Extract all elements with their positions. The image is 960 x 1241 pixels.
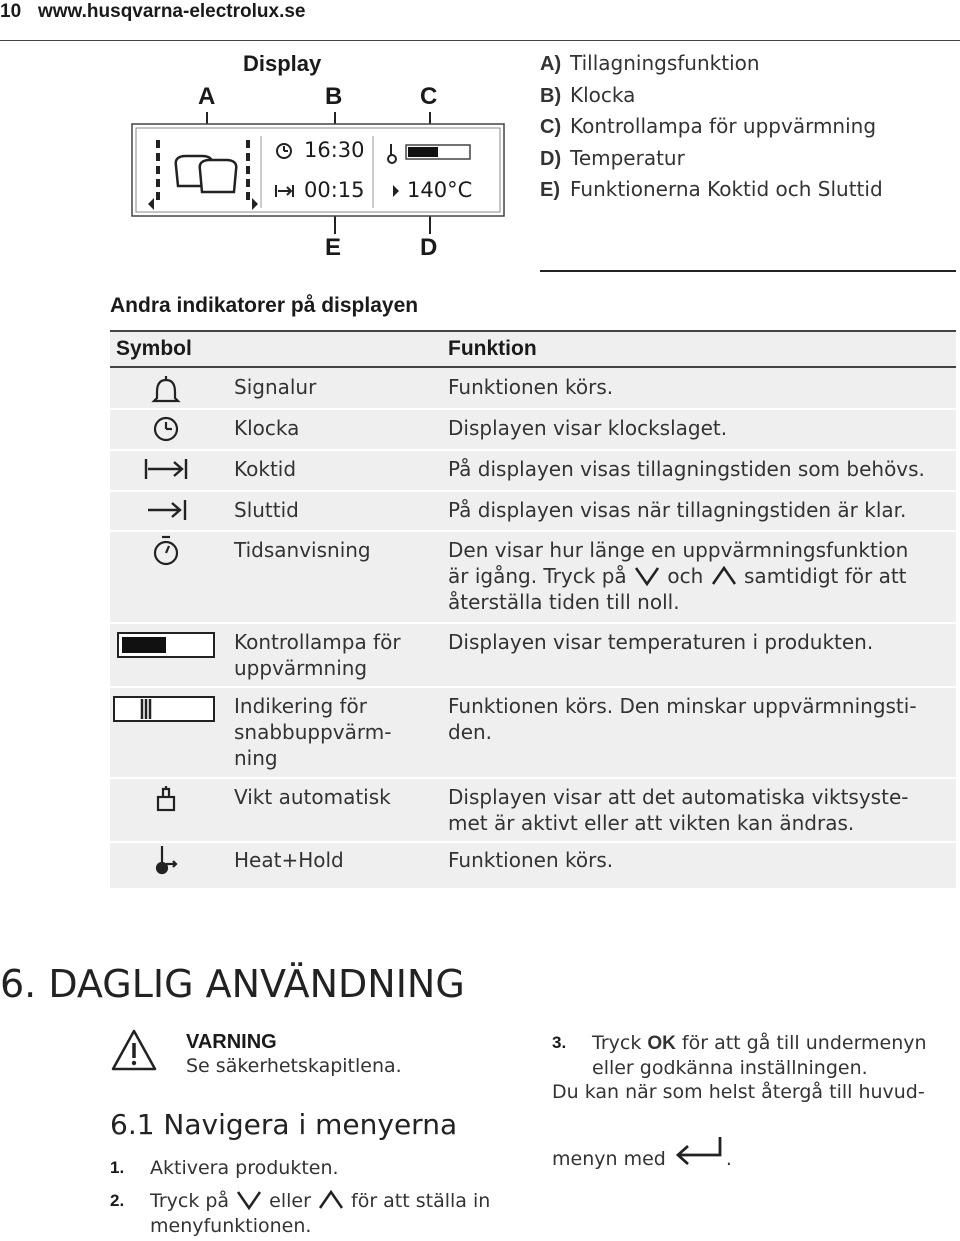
table-cell: Funktionen körs.	[448, 848, 614, 872]
chevron-down-icon	[633, 565, 661, 587]
subsection-title: 6.1 Navigera i menyerna	[110, 1108, 458, 1141]
label-e: E	[325, 234, 342, 261]
figure-title: Display	[243, 51, 322, 76]
step-number: 3.	[552, 1033, 567, 1052]
table-cell: Funktionen körs.	[448, 375, 614, 399]
heat-indicator-icon	[118, 633, 214, 657]
label-d: D	[420, 234, 438, 261]
end-time-icon	[148, 500, 185, 520]
chevron-down-icon	[235, 1189, 263, 1211]
row-divider	[110, 490, 956, 492]
legend-item: B) Klocka	[540, 82, 636, 107]
header-url: www.husqvarna-electrolux.se	[38, 1, 306, 22]
chevron-up-icon	[710, 565, 738, 587]
table-row: Sluttid	[234, 498, 299, 522]
legend-item: C) Kontrollampa för uppvärmning	[540, 114, 877, 138]
label-b: B	[325, 83, 343, 110]
clock-icon	[155, 418, 177, 440]
step-number: 2.	[110, 1191, 125, 1210]
fast-heat-icon	[114, 697, 214, 721]
timer-icon	[155, 537, 177, 564]
weight-icon	[158, 786, 174, 810]
bell-icon	[154, 376, 178, 401]
display-time: 16:30	[304, 138, 365, 162]
table-row: Tidsanvisning	[234, 538, 371, 562]
row-divider	[110, 777, 956, 779]
step-text: Aktivera produkten.	[150, 1157, 339, 1179]
display-temperature: 140°C	[407, 178, 473, 202]
step-number: 1.	[110, 1158, 125, 1177]
figure-legend	[540, 48, 883, 206]
header-rule	[0, 40, 960, 41]
display-duration: 00:15	[304, 178, 365, 202]
step-text: Tryck på eller för att ställa in menyfunktionen.	[150, 1190, 491, 1237]
row-divider	[110, 530, 956, 532]
row-divider	[110, 408, 956, 410]
back-icon	[672, 1133, 726, 1167]
heat-hold-icon	[157, 846, 176, 873]
section-rule	[540, 270, 956, 272]
header-symbol: Symbol	[116, 337, 192, 360]
table-row: Signalur	[234, 375, 317, 399]
warning-icon	[110, 1028, 158, 1072]
bread-function-icon	[176, 156, 237, 192]
table-cell: Displayen visar att det automatiska viktsyste- met är aktivt eller att vikten kan ändras.	[448, 785, 909, 835]
row-divider	[110, 449, 956, 451]
step-text: Tryck OK för att gå till undermenyn eller godkänna inställningen.	[592, 1032, 927, 1079]
warning-text: Se säkerhetskapitlena.	[186, 1055, 402, 1077]
table-row: Vikt automatisk	[234, 785, 391, 809]
table-cell: Displayen visar klockslaget.	[448, 416, 728, 440]
legend-item: D) Temperatur	[540, 145, 685, 170]
table-cell: Funktionen körs. Den minskar uppvärmningsti- den.	[448, 694, 917, 744]
display-diagram	[128, 108, 508, 238]
table-row: Heat+Hold	[234, 848, 344, 872]
table-cell: På displayen visas när tillagningstiden är klar.	[448, 498, 907, 522]
row-divider	[110, 841, 956, 843]
legend-item: E) Funktionerna Koktid och Sluttid	[540, 177, 883, 201]
note-line: Du kan när som helst återgå till huvud-	[552, 1081, 925, 1103]
table-cell: Den visar hur länge en uppvärmningsfunktion är igång. Tryck på och samtidigt för att återställa tiden till noll.	[448, 538, 909, 614]
table-row: Klocka	[234, 416, 300, 440]
table-row: Kontrollampa för uppvärmning	[234, 630, 401, 680]
label-a: A	[198, 83, 216, 110]
header-function: Funktion	[448, 337, 537, 360]
label-c: C	[420, 83, 438, 110]
page-number: 10	[0, 1, 22, 22]
duration-icon	[146, 459, 186, 479]
chapter-title: 6. DAGLIG ANVÄNDNING	[0, 962, 465, 1006]
section-title: Andra indikatorer på displayen	[110, 294, 419, 317]
warning-title: VARNING	[186, 1031, 277, 1053]
note-line: menyn med .	[552, 1133, 732, 1172]
table-row: Koktid	[234, 457, 297, 481]
table-icons	[110, 370, 230, 880]
legend-item: A) Tillagningsfunktion	[540, 51, 760, 75]
table-row: Indikering för snabbuppvärm- ning	[234, 694, 392, 770]
row-divider	[110, 686, 956, 688]
table-cell: På displayen visas tillagningstiden som behövs.	[448, 457, 925, 481]
row-divider	[110, 622, 956, 624]
chevron-up-icon	[317, 1189, 345, 1211]
table-cell: Displayen visar temperaturen i produkten.	[448, 630, 874, 654]
